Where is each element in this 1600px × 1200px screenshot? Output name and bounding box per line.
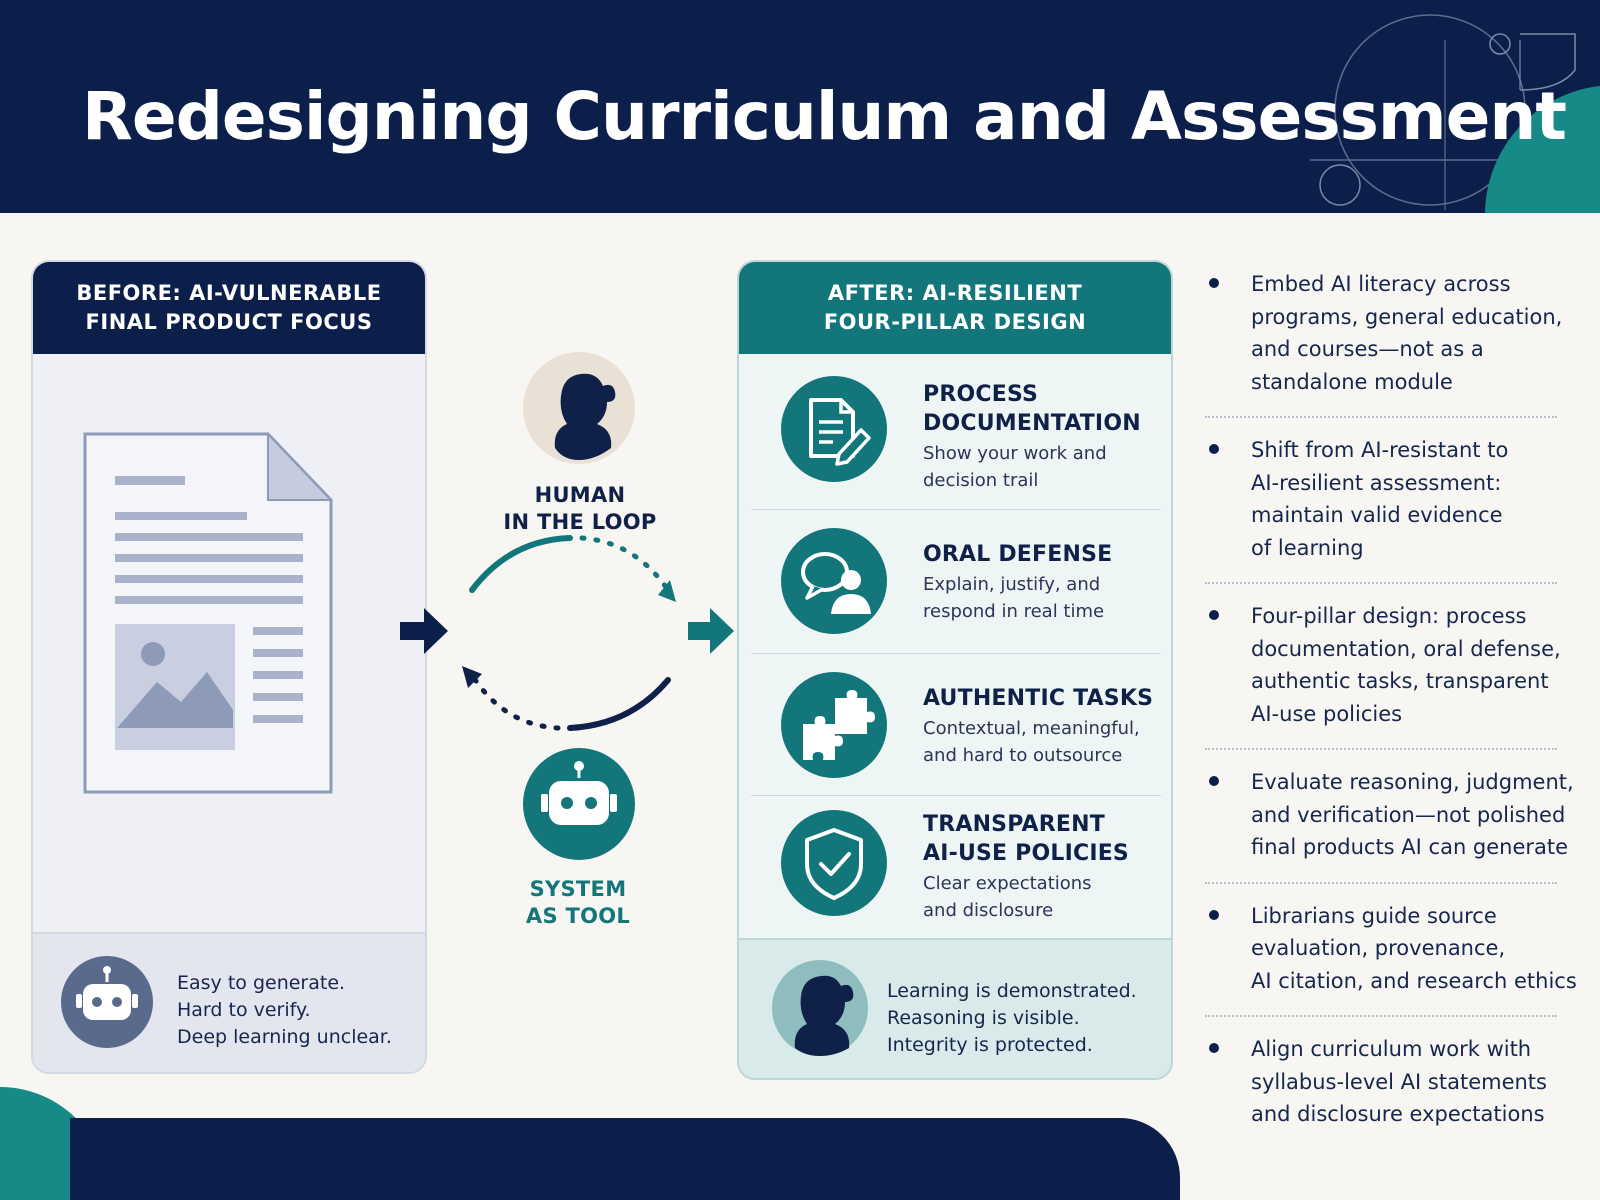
bullet-line: Librarians guide source xyxy=(1251,903,1497,928)
page-title: Redesigning Curriculum and Assessment xyxy=(82,78,1566,155)
bullet-line: and courses—not as a xyxy=(1251,337,1484,361)
bullet-line: evaluation, provenance, xyxy=(1251,936,1506,960)
bullet-line: Four-pillar design: process xyxy=(1251,604,1527,628)
pillar-title xyxy=(923,540,1112,569)
pillar-desc-line: and disclosure xyxy=(923,900,1054,921)
bullet-line: final products AI can generate xyxy=(1251,835,1569,859)
right-arrow-icon xyxy=(400,608,448,654)
bullet-line: Embed AI literacy across xyxy=(1251,272,1511,296)
bullet-item xyxy=(1205,884,1577,1018)
bullet-line: of learning xyxy=(1251,535,1364,560)
robot-icon xyxy=(61,956,153,1048)
bullet-line: AI-use policies xyxy=(1251,701,1403,726)
footer-line: Easy to generate. xyxy=(177,972,346,994)
bullet-line: maintain valid evidence xyxy=(1251,503,1503,527)
speech-person-icon xyxy=(781,528,887,634)
pillar-title-line: AI-USE POLICIES xyxy=(923,841,1129,866)
cycle-arrows-icon xyxy=(462,538,676,728)
pillar-desc-line: decision trail xyxy=(923,470,1039,491)
pillar-desc-line: Contextual, meaningful, xyxy=(923,718,1140,739)
pillar-icon-circle xyxy=(781,672,887,778)
bullet-dot-icon xyxy=(1209,1043,1219,1053)
before-heading-line: BEFORE: AI-VULNERABLE xyxy=(76,281,382,305)
image-icon xyxy=(115,624,235,750)
after-heading xyxy=(739,262,1171,354)
bullet-line: authentic tasks, transparent xyxy=(1251,669,1549,693)
bullet-item xyxy=(1205,750,1574,884)
pillar-transparent-policies xyxy=(751,796,1161,942)
footer-line: Deep learning unclear. xyxy=(177,1026,392,1048)
pillar-title xyxy=(923,810,1129,868)
person-icon xyxy=(771,956,869,1060)
pillar-oral-defense xyxy=(751,510,1161,654)
bullet-line: documentation, oral defense, xyxy=(1251,636,1561,661)
footer-line: Integrity is protected. xyxy=(887,1034,1093,1056)
before-heading xyxy=(33,262,425,354)
pillar-icon-circle xyxy=(781,376,887,482)
bullet-dot-icon xyxy=(1209,610,1219,620)
pillar-desc-line: Explain, justify, and xyxy=(923,574,1101,595)
after-heading-line: AFTER: AI-RESILIENT xyxy=(827,281,1083,305)
bullet-item xyxy=(1205,262,1563,418)
pillar-description xyxy=(923,440,1141,494)
bullet-dot-icon xyxy=(1209,776,1219,786)
label-line: AS TOOL xyxy=(525,904,631,928)
pillar-title xyxy=(923,684,1153,713)
bullet-line: programs, general education, xyxy=(1251,304,1563,329)
footer-line: Reasoning is visible. xyxy=(887,1007,1080,1029)
person-icon xyxy=(523,352,635,464)
pillar-desc-line: respond in real time xyxy=(923,601,1105,622)
before-footer-text xyxy=(177,970,392,1051)
pillar-desc-line: Clear expectations xyxy=(923,873,1092,894)
pillar-title-line: TRANSPARENT xyxy=(923,812,1105,837)
human-in-loop-label xyxy=(470,482,690,536)
after-footer-text xyxy=(887,978,1137,1059)
before-footer xyxy=(33,932,425,1072)
pillar-description xyxy=(923,715,1153,769)
pillar-title-line: PROCESS xyxy=(923,382,1039,407)
system-as-tool-label xyxy=(468,876,688,930)
label-line: SYSTEM xyxy=(529,877,627,901)
bullet-line: Evaluate reasoning, judgment, xyxy=(1251,770,1574,794)
bullet-item xyxy=(1205,418,1557,584)
bullet-line: Align curriculum work with xyxy=(1251,1037,1532,1061)
bullet-item xyxy=(1205,1017,1557,1137)
bullet-line: Shift from AI-resistant to xyxy=(1251,438,1509,462)
pillar-title-line: DOCUMENTATION xyxy=(923,411,1141,436)
after-heading-line: FOUR-PILLAR DESIGN xyxy=(823,310,1087,334)
bullet-dot-icon xyxy=(1209,278,1219,288)
pillar-icon-circle xyxy=(781,810,887,916)
bullet-item xyxy=(1205,584,1561,750)
human-system-cycle xyxy=(390,340,750,900)
label-line: IN THE LOOP xyxy=(503,510,657,534)
pillar-process-documentation xyxy=(751,354,1161,510)
bullet-dot-icon xyxy=(1209,910,1219,920)
pillar-desc-line: and hard to outsource xyxy=(923,745,1123,766)
pillar-title-line: AUTHENTIC TASKS xyxy=(923,686,1154,711)
bullet-line: syllabus-level AI statements xyxy=(1251,1069,1547,1094)
bullet-line: standalone module xyxy=(1251,369,1453,394)
bullet-line: AI-resilient assessment: xyxy=(1251,470,1502,495)
bullet-line: AI citation, and research ethics xyxy=(1251,968,1577,993)
key-points-list xyxy=(1205,262,1577,1137)
pillar-desc-line: Show your work and xyxy=(923,443,1107,464)
pillar-description xyxy=(923,870,1129,924)
bullet-dot-icon xyxy=(1209,444,1219,454)
pillar-icon-circle xyxy=(781,528,887,634)
header-banner xyxy=(0,0,1600,213)
pillar-description xyxy=(923,571,1112,625)
puzzle-icon xyxy=(781,672,887,778)
document-icon xyxy=(83,432,333,797)
pillar-title xyxy=(923,380,1141,438)
bullet-line: and disclosure expectations xyxy=(1251,1102,1545,1126)
label-line: HUMAN xyxy=(534,483,626,507)
footer-line: Hard to verify. xyxy=(177,999,311,1021)
before-panel xyxy=(31,260,427,1074)
document-pencil-icon xyxy=(781,376,887,482)
pillar-title-line: ORAL DEFENSE xyxy=(923,542,1113,567)
footer-line: Learning is demonstrated. xyxy=(887,980,1137,1002)
right-arrow-icon xyxy=(688,608,734,654)
footer-bar xyxy=(70,1118,1180,1200)
after-footer xyxy=(739,938,1171,1078)
after-panel xyxy=(737,260,1173,1080)
robot-icon xyxy=(523,748,635,860)
before-heading-line: FINAL PRODUCT FOCUS xyxy=(85,310,373,334)
shield-check-icon xyxy=(781,810,887,916)
bullet-line: and verification—not polished xyxy=(1251,802,1566,827)
pillar-authentic-tasks xyxy=(751,654,1161,796)
